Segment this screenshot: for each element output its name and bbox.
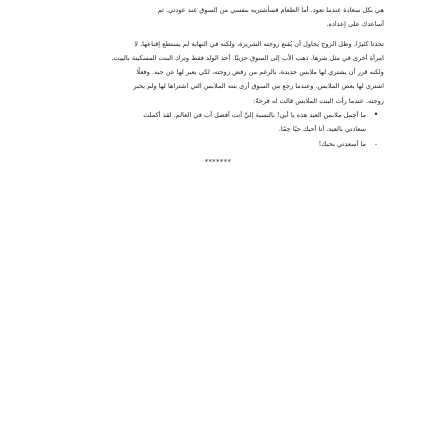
text-line: سعادتي بالعيد. أنا أحبك حبًا جمًا.	[278, 125, 366, 134]
intro-paragraph	[30, 3, 384, 32]
text-line: اشترى لها بعض الملابس. وعندما رجع من السوق أرى بنته الملابس التي اشتراها لها ولم يخبر	[133, 82, 384, 91]
text-line: ولكنه قرر أن يشتري لها ملابس جديدة، بالرغم من رفض زوجته، لكي يعبر لها عن حبه. وفعلًا	[136, 68, 384, 77]
text-line: ما أسعدني بحبك!	[318, 139, 366, 148]
text-line: هي بكل سعادة عندما تعود. أما الطعام فسأشتريه بنفسي من السوق عند عودتي. ثم	[157, 6, 384, 14]
list-item	[30, 108, 384, 137]
text-line: أساعدك على إعداده.	[326, 20, 384, 29]
list-item	[30, 137, 384, 151]
bullet-marker: •	[373, 110, 379, 120]
quote-list	[30, 108, 384, 151]
text-line: ما أجمل ملابس العيد هذه يا أبي! بالنسبة إليَّ أنت أفضل أب في العالم. لقد أكملت	[143, 111, 366, 120]
text-line: امرأة أخرى في مثل شرها. ذهب الأب إلى السوق حزينًا. أخذ الولد فقط وترك البنت المسكينة بالبيت.	[111, 53, 384, 62]
dash-marker: -	[374, 139, 378, 148]
story-paragraph	[30, 37, 384, 108]
text-line: تحدثا كثيرًا، وظل الزوج يحاول أن يُقنع زوجته الشريرة، ولكنه في النهاية لم يستطع إقناعها. لا	[134, 39, 384, 48]
section-separator: *******	[204, 157, 232, 166]
text-line: زوجته. عندما رأت البنت الملابس قالت له فرحةً:	[253, 96, 384, 105]
